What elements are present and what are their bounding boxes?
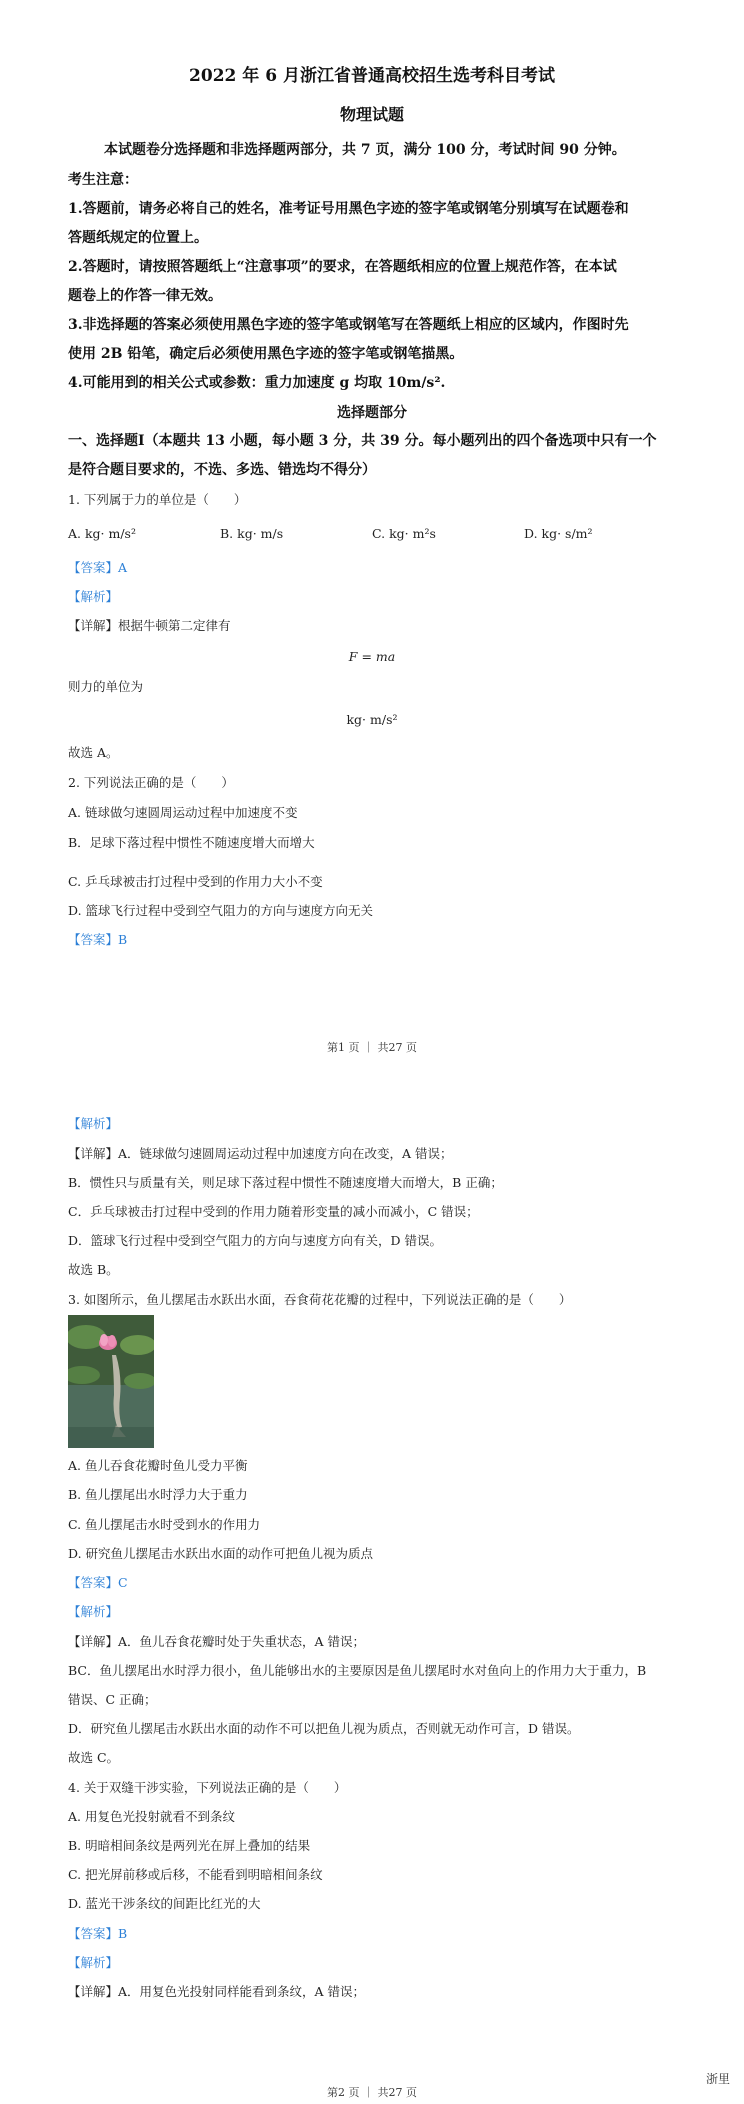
q2-option-b: B．足球下落过程中惯性不随速度增大而增大: [68, 835, 315, 850]
q4-option-c: C. 把光屏前移或后移，不能看到明暗相间条纹: [68, 1867, 323, 1882]
q3-stem: 3. 如图所示，鱼儿摆尾击水跃出水面，吞食荷花花瓣的过程中，下列说法正确的是（ ）: [68, 1292, 572, 1307]
q3-analysis: 【解析】: [68, 1604, 119, 1619]
notice-line: 题卷上的作答一律无效。: [68, 288, 222, 304]
corner-watermark: 浙里: [705, 2072, 730, 2086]
q1-unit-formula: kg· m/s²: [346, 712, 398, 727]
q3-detail-line: BC．鱼儿摆尾出水时浮力很小，鱼儿能够出水的主要原因是鱼儿摆尾时水对鱼向上的作用力大于重力，B: [68, 1663, 647, 1678]
q3-answer: 【答案】C: [68, 1575, 128, 1590]
exam-subtitle: 物理试题: [339, 105, 404, 124]
q2-detail-line: 【详解】A．链球做匀速圆周运动过程中加速度方向在改变，A 错误；: [68, 1146, 453, 1161]
q3-option-c: C. 鱼儿摆尾击水时受到水的作用力: [68, 1517, 261, 1532]
exam-title: 2022 年 6 月浙江省普通高校招生选考科目考试: [189, 66, 555, 86]
q1-answer: 【答案】A: [68, 560, 128, 575]
q4-analysis: 【解析】: [68, 1955, 119, 1970]
q3-detail-line: D．研究鱼儿摆尾击水跃出水面的动作不可以把鱼儿视为质点，否则就无动作可言，D 错误。: [68, 1721, 580, 1736]
q2-detail-line: D．篮球飞行过程中受到空气阻力的方向与速度方向有关，D 错误。: [68, 1233, 443, 1248]
q1-detail: 【详解】根据牛顿第二定律有: [68, 618, 231, 633]
q4-option-b: B. 明暗相间条纹是两列光在屏上叠加的结果: [68, 1838, 311, 1853]
notice-title: 考生注意：: [68, 172, 138, 188]
part-title: 是符合题目要求的，不选、多选、错选均不得分）: [68, 462, 376, 478]
page-footer: 第1 页 ｜ 共27 页: [327, 1041, 417, 1054]
page-footer: 第2 页 ｜ 共27 页: [327, 2086, 417, 2099]
notice-line: 1.答题前，请务必将自己的姓名，准考证号用黑色字迹的签字笔或钢笔分别填写在试题卷和: [68, 201, 629, 217]
q3-conclusion: 故选 C。: [68, 1750, 120, 1765]
q1-option-a: A. kg· m/s²: [68, 526, 136, 541]
q1-option-c: C. kg· m²s: [372, 526, 436, 541]
fish-lotus-photo: [68, 1315, 154, 1448]
notice-line: 4.可能用到的相关公式或参数：重力加速度 g 均取 10m/s².: [68, 375, 446, 391]
notice-line: 3.非选择题的答案必须使用黑色字迹的签字笔或钢笔写在答题纸上相应的区域内，作图时先: [68, 317, 629, 333]
notice-line: 2.答题时，请按照答题纸上“注意事项”的要求，在答题纸相应的位置上规范作答，在本试: [68, 259, 617, 275]
q3-detail-line: 【详解】A．鱼儿吞食花瓣时处于失重状态，A 错误；: [68, 1634, 366, 1649]
q2-option-d: D. 篮球飞行过程中受到空气阻力的方向与速度方向无关: [68, 903, 374, 918]
q3-option-a: A. 鱼儿吞食花瓣时鱼儿受力平衡: [68, 1458, 248, 1473]
q1-option-b: B. kg· m/s: [220, 526, 284, 541]
q4-option-d: D. 蓝光干涉条纹的间距比红光的大: [68, 1896, 261, 1911]
q1-formula: F = ma: [348, 649, 396, 664]
q4-stem: 4. 关于双缝干涉实验，下列说法正确的是（ ）: [68, 1780, 347, 1795]
q1-conclusion: 故选 A。: [68, 745, 119, 760]
q2-stem: 2. 下列说法正确的是（ ）: [68, 775, 234, 790]
q4-answer: 【答案】B: [68, 1926, 128, 1941]
q4-option-a: A. 用复色光投射就看不到条纹: [68, 1809, 235, 1824]
q2-detail-line: C．乒乓球被击打过程中受到的作用力随着形变量的减小而减小，C 错误；: [68, 1204, 479, 1219]
part-title: 一、选择题Ⅰ（本题共 13 小题，每小题 3 分，共 39 分。每小题列出的四个备选项中只有一个: [68, 433, 657, 449]
q3-option-b: B. 鱼儿摆尾出水时浮力大于重力: [68, 1487, 248, 1502]
q2-analysis: 【解析】: [68, 1116, 119, 1131]
exam-intro: 本试题卷分选择题和非选择题两部分，共 7 页，满分 100 分，考试时间 90 分钟。: [104, 142, 626, 158]
q2-detail-line: B．惯性只与质量有关，则足球下落过程中惯性不随速度增大而增大，B 正确；: [68, 1175, 503, 1190]
q1-analysis: 【解析】: [68, 589, 119, 604]
q1-option-d: D. kg· s/m²: [524, 526, 593, 541]
q1-stem: 1. 下列属于力的单位是（ ）: [68, 492, 247, 507]
section-heading: 选择题部分: [337, 405, 407, 421]
notice-line: 答题纸规定的位置上。: [68, 230, 208, 246]
q2-option-a: A. 链球做匀速圆周运动过程中加速度不变: [68, 805, 298, 820]
q2-option-c: C. 乒乓球被击打过程中受到的作用力大小不变: [68, 874, 323, 889]
q2-answer: 【答案】B: [68, 932, 128, 947]
notice-line: 使用 2B 铅笔，确定后必须使用黑色字迹的签字笔或钢笔描黑。: [68, 346, 464, 362]
q1-then: 则力的单位为: [68, 679, 144, 694]
q4-detail: 【详解】A．用复色光投射同样能看到条纹，A 错误；: [68, 1984, 366, 1999]
q3-option-d: D. 研究鱼儿摆尾击水跃出水面的动作可把鱼儿视为质点: [68, 1546, 374, 1561]
q2-conclusion: 故选 B。: [68, 1262, 119, 1277]
q3-detail-line: 错误、C 正确；: [68, 1692, 157, 1707]
